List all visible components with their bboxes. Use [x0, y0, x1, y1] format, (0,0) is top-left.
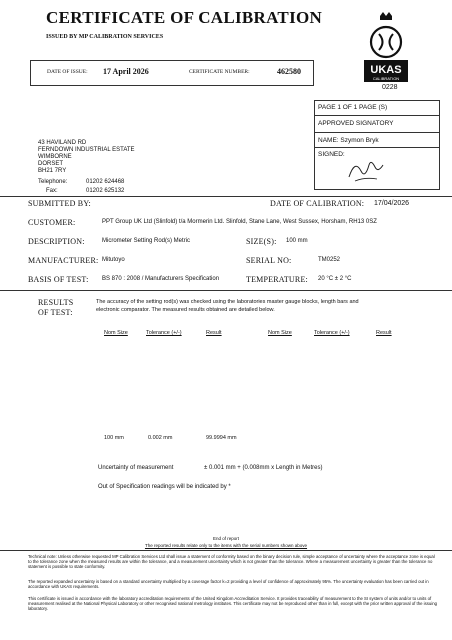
serial: TM0252	[318, 257, 341, 263]
size-label: SIZE(S):	[246, 237, 277, 246]
address-line-4: DORSET	[38, 161, 64, 167]
results-intro-1: The accuracy of the setting rod(s) was checked using the laboratories master gauge blocks, length bars and	[96, 299, 359, 305]
telephone-label: Telephone:	[38, 179, 68, 185]
footer-technical-note: Technical note: Unless otherwise requested MP Calibration Services Ltd shall issue a statement of conformity based on the binary decision rule, simple acceptance of uncertainty where the acceptance zone is equal to the tolerance zone when the measured results are within the tolerance, and a measurement uncertainty which is not greater than the tolerance. Where a measurement uncertainty is greater than the tolerance no statement is possible to state conformity.	[28, 554, 435, 570]
temperature-label: TEMPERATURE:	[246, 275, 308, 284]
date-of-issue-label: DATE OF ISSUE:	[47, 69, 88, 75]
date-of-calibration-label: DATE OF CALIBRATION:	[270, 199, 365, 208]
result-tolerance: 0.002 mm	[148, 435, 173, 441]
col-result-1: Result	[206, 330, 222, 336]
submitted-by-label: SUBMITTED BY:	[28, 199, 91, 208]
issued-by: ISSUED BY MP CALIBRATION SERVICES	[46, 34, 164, 40]
address-line-5: BH21 7RY	[38, 168, 67, 174]
uncertainty-label: Uncertainty of measurement	[98, 465, 174, 471]
telephone: 01202 624468	[86, 179, 125, 185]
out-of-spec-note: Out of Specification readings will be indicated by *	[98, 484, 231, 490]
col-tolerance-2: Tolerance (+/-)	[314, 330, 350, 336]
result-value: 99.9994 mm	[206, 435, 237, 441]
manufacturer: Mitutoyo	[102, 257, 125, 263]
end-of-report: End of report	[212, 536, 239, 541]
signature-icon	[345, 157, 385, 185]
date-of-calibration: 17/04/2026	[374, 200, 410, 207]
results-label-2: OF TEST:	[38, 308, 73, 317]
signatory-name: NAME: Szymon Bryk	[318, 137, 379, 144]
address-line-1: 43 HAVILAND RD	[38, 140, 87, 146]
page-count: PAGE 1 OF 1 PAGE (S)	[318, 104, 388, 111]
ukas-number: 0228	[382, 84, 398, 91]
col-tolerance-1: Tolerance (+/-)	[146, 330, 182, 336]
certificate-number-label: CERTIFICATE NUMBER:	[189, 69, 250, 75]
fax: 01202 625132	[86, 188, 125, 194]
end-of-report-note: The reported results relate only to the items with the serial numbers shown above	[144, 543, 308, 548]
serial-label: SERIAL NO:	[246, 256, 292, 265]
certificate-number: 462580	[277, 67, 301, 76]
results-intro-2: electronic comparator. The measured results obtained are detailed below.	[96, 307, 275, 313]
result-nom-size: 100 mm	[104, 435, 124, 441]
basis-of-test: BS 870 : 2008 / Manufacturers Specification	[102, 276, 220, 282]
issue-info-box	[30, 60, 314, 86]
signed-label: SIGNED:	[318, 151, 345, 158]
ukas-sub: CALIBRATION	[372, 76, 400, 81]
customer-label: CUSTOMER:	[28, 218, 76, 227]
address-line-3: WIMBORNE	[38, 154, 72, 160]
fax-label: Fax:	[46, 188, 58, 194]
customer: PPT Group UK Ltd (Slinfold) t/a Mormerin Ltd. Slinfold, Stane Lane, West Sussex, Horsham, RH13 0SZ	[102, 219, 377, 225]
ukas-text: UKAS	[370, 64, 402, 76]
uncertainty-value: ± 0.001 mm + (0.008mm x Length in Metres)	[204, 465, 323, 471]
manufacturer-label: MANUFACTURER:	[28, 256, 99, 265]
ukas-logo	[362, 10, 410, 82]
results-label-1: RESULTS	[38, 298, 74, 307]
basis-of-test-label: BASIS OF TEST:	[28, 275, 89, 284]
address-line-2: FERNDOWN INDUSTRIAL ESTATE	[38, 147, 135, 153]
footer-accreditation-note: This certificate is issued in accordance with the laboratory accreditation requirements of the United Kingdom Accreditation Service. It provides traceability of measurement to the SI system of units and/or to units of measurement realised at the National Physical Laboratory or other recognised national metrology institutes. This certificate may not be reproduced other than in full, except with the prior written approval of the issuing laboratory.	[28, 596, 438, 612]
col-nom-size-1: Nom Size	[104, 330, 128, 336]
approved-signatory: APPROVED SIGNATORY	[318, 120, 394, 127]
col-result-2: Result	[376, 330, 392, 336]
certificate-title: CERTIFICATE OF CALIBRATION	[46, 8, 323, 27]
date-of-issue: 17 April 2026	[103, 67, 149, 76]
footer-uncertainty-note: The reported expanded uncertainty is based on a standard uncertainty multiplied by a coverage factor k=2 providing a level of confidence of approximately 95%. The uncertainty evaluation has been carried out in accordance with UKAS requirements.	[28, 579, 429, 590]
description: Micrometer Setting Rod(s) Metric	[102, 238, 191, 244]
col-nom-size-2: Nom Size	[268, 330, 292, 336]
signatory-box	[314, 100, 440, 190]
description-label: DESCRIPTION:	[28, 237, 85, 246]
size: 100 mm	[286, 238, 308, 244]
temperature: 20 °C ± 2 °C	[318, 276, 352, 282]
